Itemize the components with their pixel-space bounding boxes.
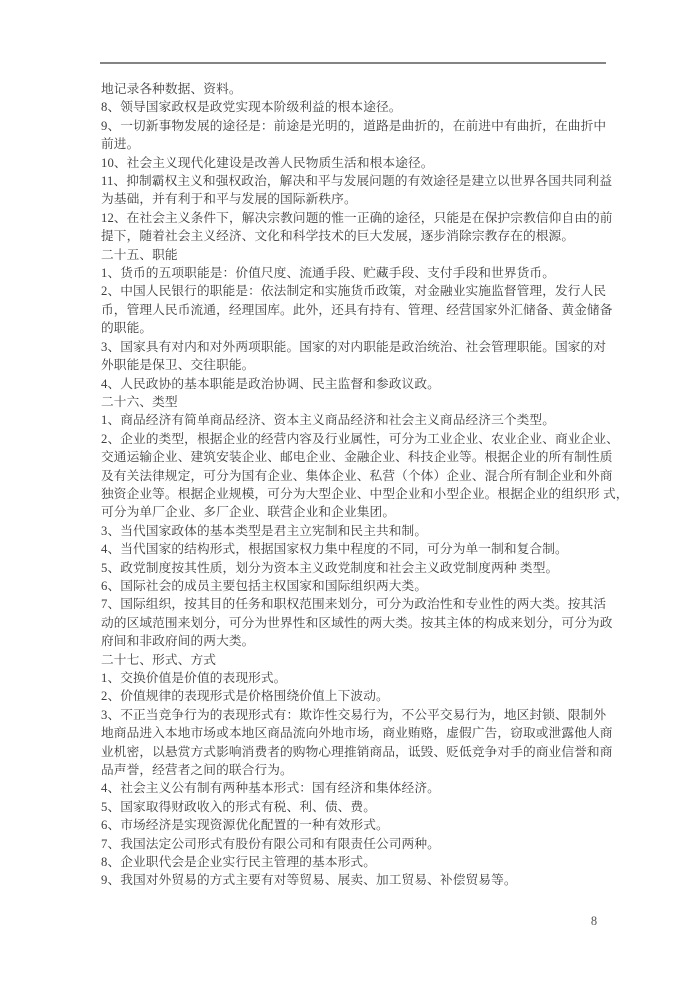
text-line: 可分为单厂企业、多厂企业、联营企业和企业集团。 [101,505,396,520]
text-line: 1、交换价值是价值的表现形式。 [101,671,287,685]
text-line: 外职能是保卫、交往职能。 [101,358,255,373]
text-line: 12、在社会主义条件下，解决宗教问题的惟一正确的途径，只能是在保护宗教信仰自由的前 [101,210,613,225]
text-line: 业机密，以悬赏方式影响消费者的购物心理推销商品，诋毁、贬低竞争对手的商业信誉和商 [101,744,613,759]
page-number: 8 [590,914,598,928]
document-body [101,80,629,890]
text-line: 及有关法律规定，可分为国有企业、集体企业、私营（个体）企业、混合所有制企业和外商 [101,468,613,483]
text-line: 府间和非政府间的两大类。 [101,634,255,649]
text-line: 地记录各种数据、资料。 [101,82,242,96]
text-line: 1、货币的五项职能是：价值尺度、流通手段、贮藏手段、支付手段和世界货币。 [101,266,556,281]
text-line: 3、不正当竞争行为的表现形式有：欺诈性交易行为，不公平交易行为，地区封锁、限制外 [101,707,607,722]
text-line: 9、我国对外贸易的方式主要有对等贸易、展卖、加工贸易、补偿贸易等。 [101,873,517,888]
text-line: 动的区域范围来划分，可分为世界性和区域性的两大类。按其主体的构成来划分，可分为政 [101,615,613,630]
section-heading: 二十五、职能 [101,247,178,262]
text-line: 1、商品经济有简单商品经济、资本主义商品经济和社会主义商品经济三个类型。 [101,413,556,428]
text-line: 3、国家具有对内和对外两项职能。国家的对内职能是政治统治、社会管理职能。国家的对 [101,339,607,354]
text-line: 2、中国人民银行的职能是：依法制定和实施货币政策，对金融业实施监督管理，发行人民 [101,284,607,299]
text-line: 2、企业的类型，根据企业的经营内容及行业属性，可分为工业企业、农业企业、商业企业、 [101,431,619,446]
text-line: 币，管理人民币流通，经理国库。此外，还具有持有、管理、经营国家外汇储备、黄金储备 [101,302,613,317]
text-line: 品声誉，经营者之间的联合行为。 [101,763,293,778]
text-line: 为基础，并有利于和平与发展的国际新秩序。 [101,192,357,207]
text-line: 提下，随着社会主义经济、文化和科学技术的巨大发展，逐步消除宗教存在的根源。 [101,229,575,244]
text-line: 7、国际组织，按其目的任务和职权范围来划分，可分为政治性和专业性的两大类。按其活 [101,597,607,612]
text-line: 5、国家取得财政收入的形式有税、利、债、费。 [101,799,376,814]
text-line: 3、当代国家政体的基本类型是君主立宪制和民主共和制。 [101,523,428,538]
section-heading: 二十六、类型 [101,394,178,409]
text-line: 6、市场经济是实现资源优化配置的一种有效形式。 [101,818,389,833]
text-line: 独资企业等。根据企业规模，可分为大型企业、中型企业和小型企业。根据企业的组织形 式， [101,486,629,501]
text-line: 的职能。 [101,321,153,336]
text-line: 8、领导国家政权是政党实现本阶级利益的根本途径。 [101,100,402,115]
text-line: 6、国际社会的成员主要包括主权国家和国际组织两大类。 [101,578,428,593]
text-line: 4、社会主义公有制有两种基本形式：国有经济和集体经济。 [101,781,440,796]
text-line: 交通运输企业、建筑安装企业、邮电企业、金融企业、科技企业等。根据企业的所有制性质 [101,450,613,465]
header-divider [100,62,606,64]
text-line: 4、当代国家的结构形式，根据国家权力集中程度的不同，可分为单一制和复合制。 [101,542,568,557]
text-line: 5、政党制度按其性质，划分为资本主义政党制度和社会主义政党制度两种 类型。 [101,560,559,575]
text-line: 地商品进入本地市场或本地区商品流向外地市场，商业贿赂，虚假广告，窃取或泄露他人商 [101,726,613,741]
text-line: 9、一切新事物发展的途径是：前途是光明的，道路是曲折的，在前进中有曲折，在曲折中 [101,118,607,133]
text-line: 8、企业职代会是企业实行民主管理的基本形式。 [101,855,376,870]
text-line: 11、抑制霸权主义和强权政治，解决和平与发展问题的有效途径是建立以世界各国共同利益 [101,174,613,189]
text-line: 前进。 [101,137,140,152]
text-line: 7、我国法定公司形式有股份有限公司和有限责任公司两种。 [101,836,440,851]
text-line: 4、人民政协的基本职能是政治协调、民主监督和参政议政。 [101,376,440,391]
text-line: 2、价值规律的表现形式是价格围绕价值上下波动。 [101,689,389,704]
text-line: 10、社会主义现代化建设是改善人民物质生活和根本途径。 [101,155,434,170]
section-heading: 二十七、形式、方式 [101,652,217,667]
